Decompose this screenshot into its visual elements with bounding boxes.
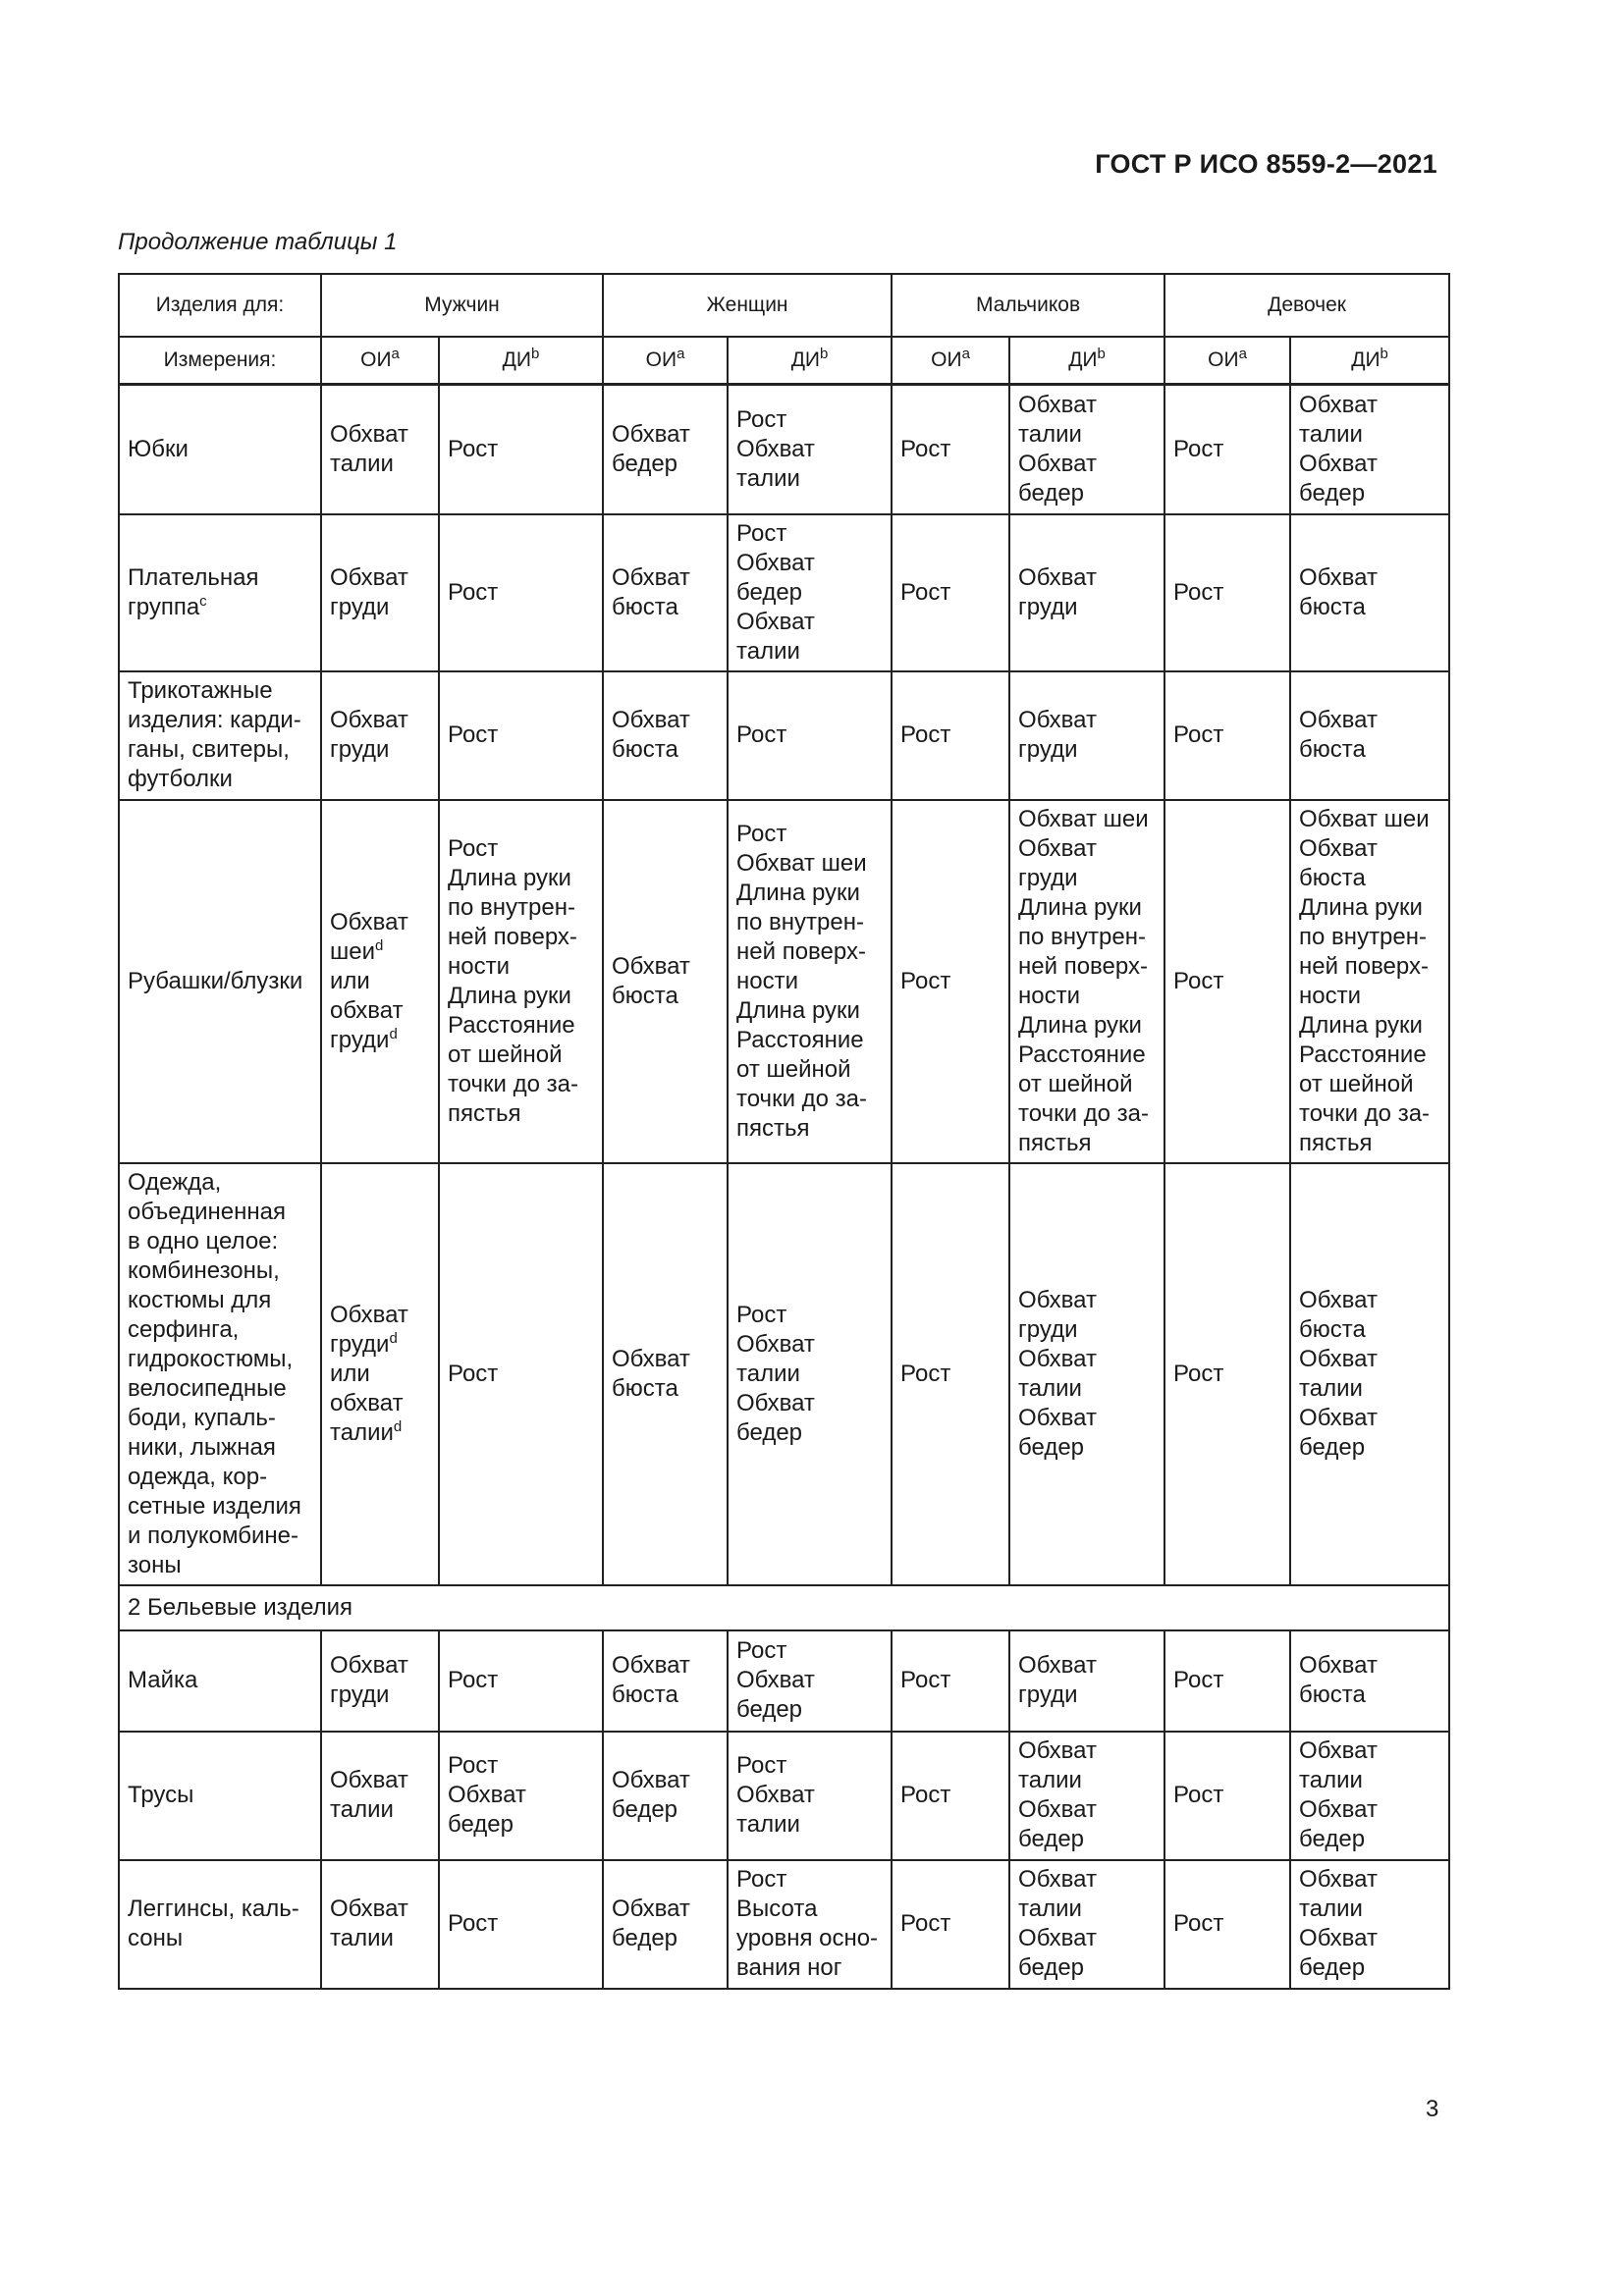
section-row: [119, 1585, 1449, 1630]
measurement-value: Обхват шеи Обхват бюста Длина руки по внутрен- ней поверх- ности Длина руки Расстояние от шейной точки до за- пястья: [1299, 805, 1431, 1156]
table-row: [119, 1732, 1449, 1860]
men-di-cell: [439, 514, 603, 671]
group-header-girls: Девочек: [1164, 274, 1449, 337]
table-header-row: [119, 274, 1449, 337]
measurement-value: Рост Высота уровня осно- вания ног: [736, 1866, 879, 1981]
group-header-men: Мужчин: [321, 274, 603, 337]
measurement-value: Обхват талии Обхват бедер: [1299, 1737, 1378, 1852]
measurement-value: Обхват груди: [1018, 1652, 1097, 1708]
footnote-marker: b: [1380, 346, 1388, 362]
measurement-value: Обхват груди: [1018, 707, 1097, 763]
women-di-cell: [728, 671, 892, 800]
men-oi-cell: [321, 671, 439, 800]
men-oi-cell: [321, 514, 439, 671]
measurement-text: Обхват груди: [330, 1301, 408, 1358]
boys-di-cell: [1009, 800, 1164, 1163]
boys-oi-cell: [892, 1630, 1009, 1732]
measurement-value: Обхват талии Обхват бедер: [1299, 391, 1378, 507]
measurement-value: Обхват талии Обхват бедер: [1018, 1866, 1097, 1981]
footnote-marker: a: [391, 346, 400, 362]
measurement-value: Рост: [900, 1360, 951, 1387]
measurement-value: Обхват груди: [330, 707, 408, 763]
measurement-value: Рост: [1173, 578, 1224, 606]
men-di-cell: [439, 1732, 603, 1860]
measurement-value: Обхват груди Обхват талии Обхват бедер: [1018, 1286, 1097, 1461]
women-di-cell: [728, 1630, 892, 1732]
product-cell: [119, 1163, 321, 1585]
measurement-value: Обхват бюста: [612, 707, 690, 763]
measurement-value: Обхват бюста: [1299, 563, 1378, 620]
men-di-header: [439, 337, 603, 385]
measure-abbrev: ДИ: [790, 348, 821, 371]
product-name: Леггинсы, каль- соны: [128, 1896, 299, 1951]
measurement-value: Обхват бедер: [612, 1767, 690, 1823]
measurement-value: Рост: [1173, 967, 1224, 994]
measurement-value: Обхват бюста: [612, 1652, 690, 1708]
measurement-value: Рост: [448, 721, 499, 748]
product-name: Юбки: [128, 435, 189, 462]
measurement-value: Обхват бюста: [612, 952, 690, 1009]
boys-oi-cell: [892, 1732, 1009, 1860]
product-name: [128, 563, 312, 622]
measurement-value: Рост: [736, 721, 787, 748]
footnote-marker: c: [199, 592, 207, 610]
table-row: [119, 671, 1449, 800]
measurement-value: Рост Обхват бедер Обхват талии: [736, 519, 815, 665]
boys-oi-cell: [892, 1860, 1009, 1989]
measurement-value: Рост Обхват бедер: [448, 1752, 526, 1838]
men-di-cell: [439, 800, 603, 1163]
table-row: [119, 1630, 1449, 1732]
men-di-cell: [439, 1630, 603, 1732]
measurement-value: Рост: [1173, 435, 1224, 462]
women-oi-cell: [603, 514, 728, 671]
measure-abbrev: ОИ: [1208, 348, 1239, 371]
women-di-cell: [728, 514, 892, 671]
measurement-value: Рост: [900, 578, 951, 606]
section-title: 2 Бельевые изделия: [119, 1585, 1449, 1630]
girls-oi-cell: [1164, 514, 1290, 671]
table-row: [119, 1163, 1449, 1585]
measurement-value: Обхват бюста: [1299, 1652, 1378, 1708]
footnote-marker: d: [393, 1417, 403, 1435]
measurement-value: Обхват шеи Обхват груди Длина руки по внутрен- ней поверх- ности Длина руки Расстояние от шейной точки до за- пястья: [1018, 805, 1150, 1156]
measurement-value: Обхват груди: [330, 1652, 408, 1708]
men-oi-value: [330, 908, 430, 1055]
measurement-value: Обхват бюста: [612, 1345, 690, 1402]
measurement-value: Рост: [1173, 1667, 1224, 1693]
men-oi-header: [321, 337, 439, 385]
boys-oi-cell: [892, 514, 1009, 671]
men-di-cell: [439, 1163, 603, 1585]
measurement-value: Обхват бедер: [612, 420, 690, 477]
measure-abbrev: ДИ: [1351, 348, 1380, 371]
measurement-value: Обхват бюста: [612, 563, 690, 620]
boys-oi-header: [892, 337, 1009, 385]
product-name: Одежда, объединенная в одно целое: комбинезоны, костюмы для серфинга, гидрокостюмы, велосипедные боди, купаль- ники, лыжная одежда, кор- сетные изделия и полукомбине- зоны: [128, 1168, 301, 1578]
measure-abbrev: ОИ: [360, 348, 392, 371]
measurement-value: Рост: [900, 1910, 951, 1937]
girls-oi-cell: [1164, 1630, 1290, 1732]
girls-di-cell: [1290, 1630, 1449, 1732]
product-name: Трусы: [128, 1782, 194, 1808]
product-cell: [119, 800, 321, 1163]
girls-di-header: [1290, 337, 1449, 385]
girls-di-cell: [1290, 1860, 1449, 1989]
boys-di-cell: [1009, 1732, 1164, 1860]
document-id-header: ГОСТ Р ИСО 8559-2—2021: [1095, 149, 1437, 179]
boys-di-cell: [1009, 1860, 1164, 1989]
measure-abbrev: ДИ: [502, 348, 531, 371]
measurement-value: Рост Обхват бедер: [736, 1637, 815, 1723]
measurement-text: Обхват шеи: [330, 908, 408, 965]
footnote-marker: d: [389, 1025, 398, 1042]
measure-abbrev: ДИ: [1068, 348, 1098, 371]
measurement-value: Обхват бедер: [612, 1896, 690, 1951]
women-oi-cell: [603, 385, 728, 514]
boys-di-cell: [1009, 671, 1164, 800]
measurement-value: Рост Обхват талии Обхват бедер: [736, 1301, 815, 1446]
men-di-cell: [439, 671, 603, 800]
women-di-cell: [728, 1732, 892, 1860]
girls-di-cell: [1290, 514, 1449, 671]
group-header-boys: Мальчиков: [892, 274, 1164, 337]
measurement-value: Обхват талии Обхват бедер: [1299, 1866, 1378, 1981]
men-di-cell: [439, 1860, 603, 1989]
product-text: Плательная группа: [128, 563, 259, 620]
measurement-value: Рост: [900, 721, 951, 748]
measurement-value: Рост Обхват талии: [736, 405, 815, 492]
product-cell: [119, 1630, 321, 1732]
product-name: Рубашки/блузки: [128, 967, 303, 994]
sizing-table: [118, 273, 1450, 1990]
boys-di-cell: [1009, 1630, 1164, 1732]
footnote-marker: d: [389, 1329, 398, 1347]
boys-oi-cell: [892, 385, 1009, 514]
measurement-value: Рост Длина руки по внутрен- ней поверх- ности Длина руки Расстояние от шейной точки до за- пястья: [448, 834, 578, 1127]
measurement-value: Обхват талии: [330, 1896, 408, 1951]
footnote-marker: b: [1097, 346, 1106, 362]
product-cell: [119, 1732, 321, 1860]
table-row: [119, 800, 1449, 1163]
measurement-value: Рост Обхват шеи Длина руки по внутрен- ней поверх- ности Длина руки Расстояние от шейной точки до за- пястья: [736, 820, 867, 1142]
measurement-text: или обхват талии: [330, 1360, 404, 1446]
men-oi-cell: [321, 1732, 439, 1860]
measurement-value: Рост: [1173, 1910, 1224, 1937]
women-di-cell: [728, 385, 892, 514]
group-header-women: Женщин: [603, 274, 892, 337]
girls-oi-cell: [1164, 1163, 1290, 1585]
product-name: Трикотажные изделия: карди- ганы, свитеры, футболки: [128, 677, 301, 792]
measurement-value: Обхват бюста: [1299, 707, 1378, 763]
measurement-value: Обхват груди: [330, 563, 408, 620]
women-di-cell: [728, 1163, 892, 1585]
measurement-value: Рост: [900, 1667, 951, 1693]
boys-di-cell: [1009, 1163, 1164, 1585]
women-oi-cell: [603, 1630, 728, 1732]
girls-di-cell: [1290, 671, 1449, 800]
table-row: [119, 385, 1449, 514]
women-oi-cell: [603, 1860, 728, 1989]
footnote-marker: a: [677, 346, 685, 362]
boys-oi-cell: [892, 1163, 1009, 1585]
girls-di-cell: [1290, 800, 1449, 1163]
women-oi-cell: [603, 1732, 728, 1860]
product-cell: [119, 385, 321, 514]
girls-di-cell: [1290, 1732, 1449, 1860]
table-row: [119, 514, 1449, 671]
table-continuation-caption: Продолжение таблицы 1: [118, 229, 398, 255]
measurement-value: Рост: [448, 435, 499, 462]
measurement-value: Рост: [448, 1360, 499, 1387]
men-oi-cell: [321, 1163, 439, 1585]
footnote-marker: b: [531, 346, 540, 362]
girls-oi-header: [1164, 337, 1290, 385]
measurement-value: Рост: [1173, 1360, 1224, 1387]
measurement-value: Рост: [448, 1910, 499, 1937]
measurement-value: Рост: [900, 967, 951, 994]
men-oi-cell: [321, 1860, 439, 1989]
measurement-value: Рост: [900, 1782, 951, 1808]
measure-abbrev: ОИ: [931, 348, 962, 371]
women-oi-cell: [603, 1163, 728, 1585]
women-di-header: [728, 337, 892, 385]
footnote-marker: a: [1238, 346, 1247, 362]
product-cell: [119, 671, 321, 800]
measurement-text: или обхват груди: [330, 967, 404, 1053]
footnote-marker: b: [820, 346, 829, 362]
girls-oi-cell: [1164, 385, 1290, 514]
measurement-value: Рост: [448, 1667, 499, 1693]
girls-oi-cell: [1164, 1860, 1290, 1989]
measure-abbrev: ОИ: [645, 348, 677, 371]
footnote-marker: a: [961, 346, 970, 362]
table-row: [119, 1860, 1449, 1989]
boys-di-cell: [1009, 514, 1164, 671]
women-di-cell: [728, 1860, 892, 1989]
measurement-value: Обхват талии: [330, 420, 408, 477]
men-oi-value: [330, 1301, 430, 1448]
measurement-value: Рост: [1173, 1782, 1224, 1808]
boys-di-header: [1009, 337, 1164, 385]
measurement-value: Рост: [448, 578, 499, 606]
measurement-value: Обхват груди: [1018, 563, 1097, 620]
boys-oi-cell: [892, 800, 1009, 1163]
measures-label: Измерения:: [119, 337, 321, 385]
girls-oi-cell: [1164, 671, 1290, 800]
women-oi-header: [603, 337, 728, 385]
measures-header-row: [119, 337, 1449, 385]
men-oi-cell: [321, 1630, 439, 1732]
footnote-marker: d: [375, 936, 384, 954]
boys-oi-cell: [892, 671, 1009, 800]
measurement-value: Обхват бюста Обхват талии Обхват бедер: [1299, 1286, 1378, 1461]
product-cell: [119, 1860, 321, 1989]
men-di-cell: [439, 385, 603, 514]
girls-oi-cell: [1164, 1732, 1290, 1860]
measurement-value: Рост: [1173, 721, 1224, 748]
girls-oi-cell: [1164, 800, 1290, 1163]
men-oi-cell: [321, 385, 439, 514]
measurement-value: Рост: [900, 435, 951, 462]
women-oi-cell: [603, 671, 728, 800]
girls-di-cell: [1290, 385, 1449, 514]
product-name: Майка: [128, 1667, 198, 1693]
products-label: Изделия для:: [119, 274, 321, 337]
page-number: 3: [1426, 2096, 1439, 2122]
product-cell: [119, 514, 321, 671]
measurement-value: Обхват талии: [330, 1767, 408, 1823]
boys-di-cell: [1009, 385, 1164, 514]
measurement-value: Рост Обхват талии: [736, 1752, 815, 1838]
women-di-cell: [728, 800, 892, 1163]
girls-di-cell: [1290, 1163, 1449, 1585]
women-oi-cell: [603, 800, 728, 1163]
measurement-value: Обхват талии Обхват бедер: [1018, 1737, 1097, 1852]
men-oi-cell: [321, 800, 439, 1163]
measurement-value: Обхват талии Обхват бедер: [1018, 391, 1097, 507]
